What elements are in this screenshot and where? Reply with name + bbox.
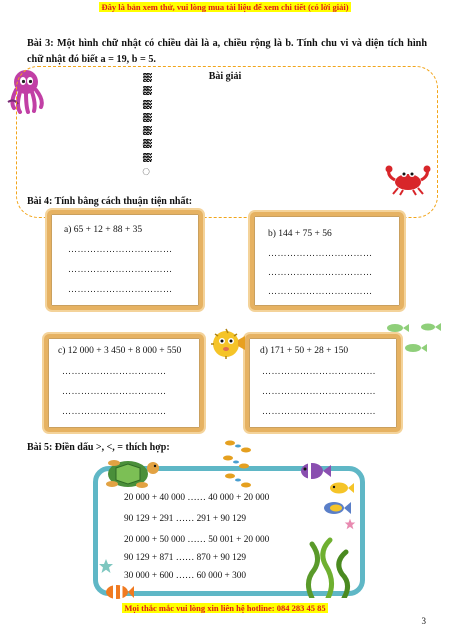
- solution-line: ᢆᢆᢆᢆᢆᢆᢆᢆᢆᢆᢆᢆᢆᢆᢆᢆᢆᢆ: [142, 150, 151, 167]
- expression-c: c) 12 000 + 3 450 + 8 000 + 550: [58, 346, 182, 356]
- answer-line: ………………………………: [262, 386, 376, 396]
- solution-line: ᢆᢆᢆᢆᢆᢆᢆᢆᢆᢆᢆᢆᢆᢆᢆᢆᢆᢆ: [142, 110, 151, 127]
- compare-line: 20 000 + 50 000 …… 50 001 + 20 000: [124, 535, 270, 545]
- starfish-icon: [98, 558, 114, 574]
- top-notice: [0, 2, 450, 12]
- answer-line: ……………………………: [62, 366, 167, 376]
- footer-hotline-text: Mọi thắc mắc vui lòng xin liên hệ hotline: 084 283 45 85: [124, 603, 326, 613]
- solution-line: ᢆᢆᢆᢆᢆᢆᢆᢆᢆᢆᢆᢆᢆᢆᢆᢆᢆᢆ: [142, 84, 151, 100]
- tropical-fish-icon: [322, 498, 352, 518]
- clownfish-icon: [104, 582, 134, 602]
- exercise-4-title: Bài 4: Tính bằng cách thuận tiện nhất:: [27, 196, 193, 207]
- tropical-fish-icon: [298, 460, 332, 482]
- compare-line: 90 129 + 291 …… 291 + 90 129: [124, 514, 247, 524]
- answer-line: ……………………………: [268, 267, 373, 277]
- expression-a: a) 65 + 12 + 88 + 35: [64, 225, 143, 235]
- turtle-icon: [96, 454, 162, 492]
- answer-line: ……………………………: [68, 284, 173, 294]
- answer-line: ……………………………: [62, 406, 167, 416]
- solution-line: ᢆᢆᢆᢆᢆᢆᢆᢆᢆᢆᢆᢆᢆᢆᢆᢆᢆᢆ: [142, 97, 151, 114]
- page-number: 3: [421, 616, 426, 626]
- solution-line: ᢆᢆᢆᢆᢆᢆᢆᢆᢆᢆᢆᢆᢆᢆᢆᢆᢆᢆ: [142, 137, 151, 154]
- exercise-3-text: Bài 3: Một hình chữ nhật có chiều dài là a, chiều rộng là b. Tính chu vi và diện tích hình chữ nhật đó biết a = 19, b = 5.: [27, 38, 427, 65]
- pufferfish-icon: [206, 326, 246, 360]
- compare-line: 20 000 + 40 000 …… 40 000 + 20 000: [124, 493, 270, 503]
- expression-d: d) 171 + 50 + 28 + 150: [260, 346, 349, 356]
- exercise-5-title: Bài 5: Điền dấu >, <, = thích hợp:: [27, 442, 170, 453]
- answer-line: ……………………………: [268, 286, 373, 296]
- answer-line: ………………………………: [262, 366, 376, 376]
- seaweed-icon: [300, 536, 358, 598]
- answer-line: ………………………………: [262, 406, 376, 416]
- fish-school-icon: [383, 318, 443, 358]
- compare-line: 90 129 + 871 …… 870 + 90 129: [124, 553, 247, 563]
- answer-line: ……………………………: [68, 244, 173, 254]
- top-notice-text: Đây là bản xem thử, vui lòng mua tài liệu để xem chi tiết (có lời giải): [101, 2, 349, 12]
- answer-line: ……………………………: [62, 386, 167, 396]
- answer-line: ……………………………: [68, 264, 173, 274]
- crab-icon: [384, 164, 432, 196]
- solution-line: ᢆᢆᢆᢆᢆᢆᢆᢆᢆᢆᢆᢆᢆᢆᢆᢆᢆᢆ: [142, 123, 151, 140]
- tropical-fish-icon: [218, 438, 260, 496]
- compare-line: 30 000 + 600 …… 60 000 + 300: [124, 571, 247, 581]
- starfish-icon: [344, 518, 356, 530]
- footer-hotline: [0, 603, 450, 613]
- tropical-fish-icon: [328, 480, 354, 496]
- solution-line: ᢆᢆᢆᢆᢆᢆᢆᢆᢆᢆᢆᢆᢆᢆᢆᢆᢆᢆ: [142, 163, 151, 180]
- answer-line: ……………………………: [268, 248, 373, 258]
- solution-lines: [142, 86, 150, 179]
- solution-title: Bài giải: [208, 71, 242, 82]
- expression-b: b) 144 + 75 + 56: [268, 229, 332, 239]
